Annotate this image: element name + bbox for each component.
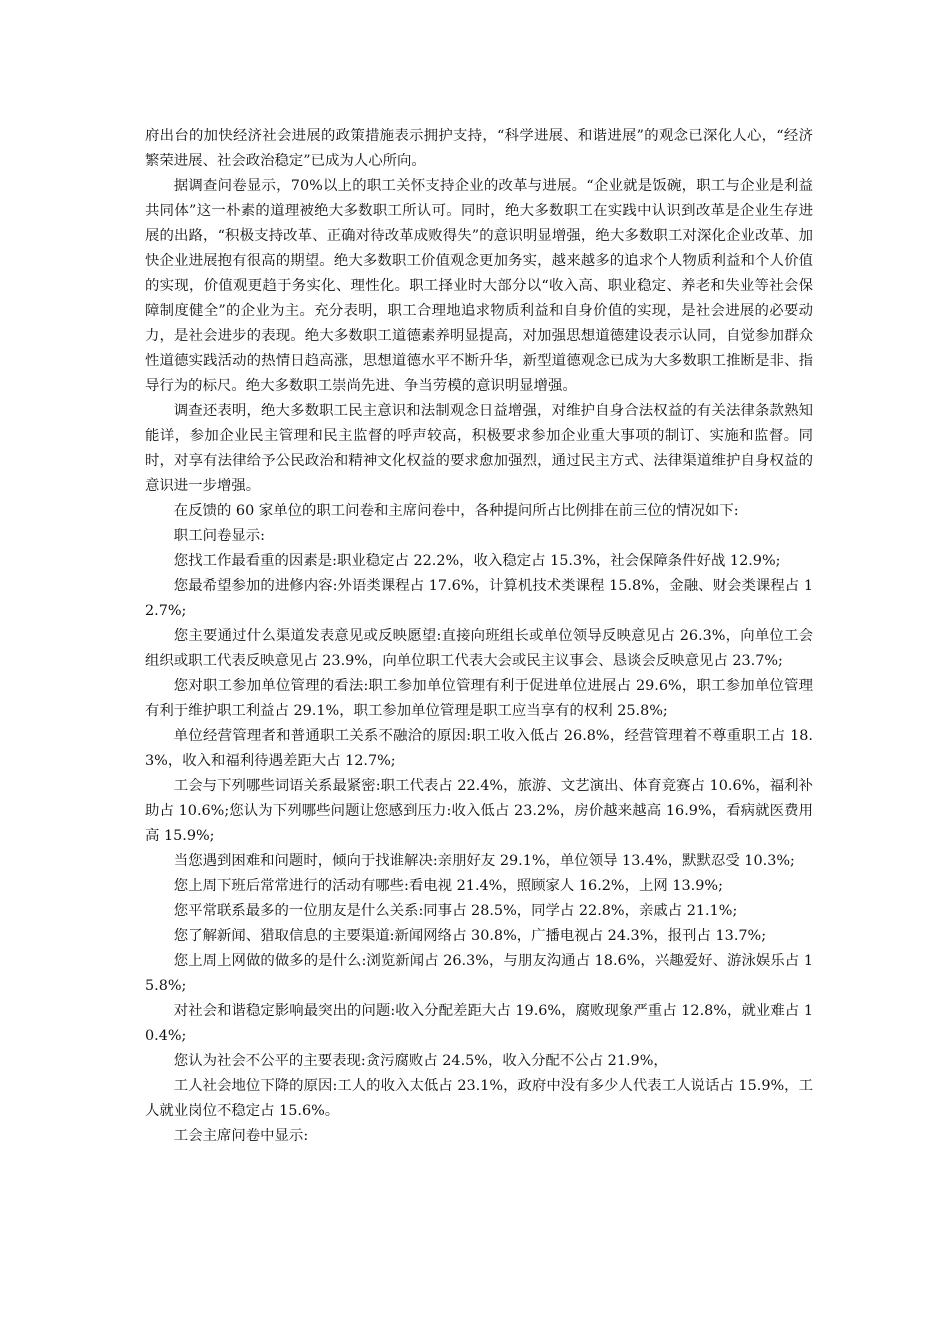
paragraph-training: 您最希望参加的进修内容:外语类课程占 17.6%，计算机技术类课程 15.8%，金融、财会类课程占 12.7%; xyxy=(145,578,813,619)
paragraph-survey-reform: 据调查问卷显示，70%以上的职工关怀支持企业的改革与进展。“企业就是饭碗，职工与企业是利益共同体”这一朴素的道理被绝大多数职工所认可。同时，绝大多数职工在实践中认识到改革是企业生存进展的出路，“积极支持改革、正确对待改革成败得失”的意识明显增强，绝大多数职工对深化企业改革、加快企业进展抱有很高的期望。绝大多数职工价值观念更加务实，越来越多的追求个人物质利益和个人价值的实现，价值观更趋于务实化、理性化。职工择业时大部分以“收入高、职业稳定、养老和失业等社会保障制度健全”的企业为主。充分表明，职工合理地追求物质利益和自身价值的实现，是社会进展的必要动力，是社会进步的表现。绝大多数职工道德素养明显提高，对加强思想道德建设表示认同，自觉参加群众性道德实践活动的热情日趋高涨，思想道德水平不断升华，新型道德观念已成为大多数职工推断是非、指导行为的标尺。绝大多数职工崇尚先进、争当劳模的意识明显增强。 xyxy=(145,178,813,394)
paragraph-feedback-summary: 在反馈的 60 家单位的职工问卷和主席问卷中，各种提问所占比例排在前三位的情况如下: xyxy=(173,503,739,519)
paragraph-after-work: 您上周下班后常常进行的活动有哪些:看电视 21.4%，照顾家人 16.2%，上网 13.9%; xyxy=(173,878,723,894)
document-body xyxy=(145,124,813,1149)
paragraph-intro-continuation: 府出台的加快经济社会进展的政策措施表示拥护支持，“科学进展、和谐进展”的观念已深化人心，“经济繁荣进展、社会政治稳定”已成为人心所向。 xyxy=(145,128,813,169)
paragraph-internet-use: 您上周上网做的做多的是什么:浏览新闻占 26.3%，与朋友沟通占 18.6%，兴趣爱好、游泳娱乐占 15.8%; xyxy=(145,953,813,994)
paragraph-survey-democracy: 调查还表明，绝大多数职工民主意识和法制观念日益增强，对维护自身合法权益的有关法律条款熟知能详，参加企业民主管理和民主监督的呼声较高，积极要求参加企业重大事项的制订、实施和监督。同时，对享有法律给予公民政治和精神文化权益的要求愈加强烈，通过民主方式、法律渠道维护自身权益的意识进一步增强。 xyxy=(145,403,813,494)
paragraph-news-channels: 您了解新闻、猎取信息的主要渠道:新闻网络占 30.8%，广播电视占 24.3%，报刊占 13.7%; xyxy=(173,928,767,944)
paragraph-worker-survey-heading: 职工问卷显示: xyxy=(173,528,265,544)
paragraph-problem-solving: 当您遇到困难和问题时，倾向于找谁解决:亲朋好友 29.1%，单位领导 13.4%，默默忍受 10.3%; xyxy=(173,853,795,869)
paragraph-management-participation: 您对职工参加单位管理的看法:职工参加单位管理有利于促进单位进展占 29.6%，职工参加单位管理有利于维护职工利益占 29.1%，职工参加单位管理是职工应当享有的权利 25.8%; xyxy=(145,678,813,719)
paragraph-union-pressure: 工会与下列哪些词语关系最紧密:职工代表占 22.4%，旅游、文艺演出、体育竞赛占 10.6%，福利补助占 10.6%;您认为下列哪些问题让您感到压力:收入低占 23.2%，房价越来越高 16.9%，看病就医费用高 15.9%; xyxy=(145,778,813,844)
paragraph-worker-status: 工人社会地位下降的原因:工人的收入太低占 23.1%，政府中没有多少人代表工人说话占 15.9%，工人就业岗位不稳定占 15.6%。 xyxy=(145,1078,813,1119)
paragraph-job-factors: 您找工作最看重的因素是:职业稳定占 22.2%，收入稳定占 15.3%，社会保障条件好战 12.9%; xyxy=(173,553,781,569)
paragraph-feedback-channels: 您主要通过什么渠道发表意见或反映愿望:直接向班组长或单位领导反映意见占 26.3%，向单位工会组织或职工代表反映意见占 23.9%，向单位职工代表大会或民主议事会、恳谈会反映意见占 23.7%; xyxy=(145,628,813,669)
paragraph-unfairness: 您认为社会不公平的主要表现:贪污腐败占 24.5%，收入分配不公占 21.9%， xyxy=(173,1053,668,1069)
paragraph-social-stability: 对社会和谐稳定影响最突出的问题:收入分配差距大占 19.6%，腐败现象严重占 12.8%，就业难占 10.4%; xyxy=(145,1003,813,1044)
paragraph-relationship-issues: 单位经营管理者和普通职工关系不融洽的原因:职工收入低占 26.8%，经营管理着不尊重职工占 18.3%，收入和福利待遇差距大占 12.7%; xyxy=(145,728,813,769)
paragraph-friends: 您平常联系最多的一位朋友是什么关系:同事占 28.5%，同学占 22.8%，亲戚占 21.1%; xyxy=(173,903,738,919)
paragraph-chairman-survey-heading: 工会主席问卷中显示: xyxy=(173,1128,309,1144)
